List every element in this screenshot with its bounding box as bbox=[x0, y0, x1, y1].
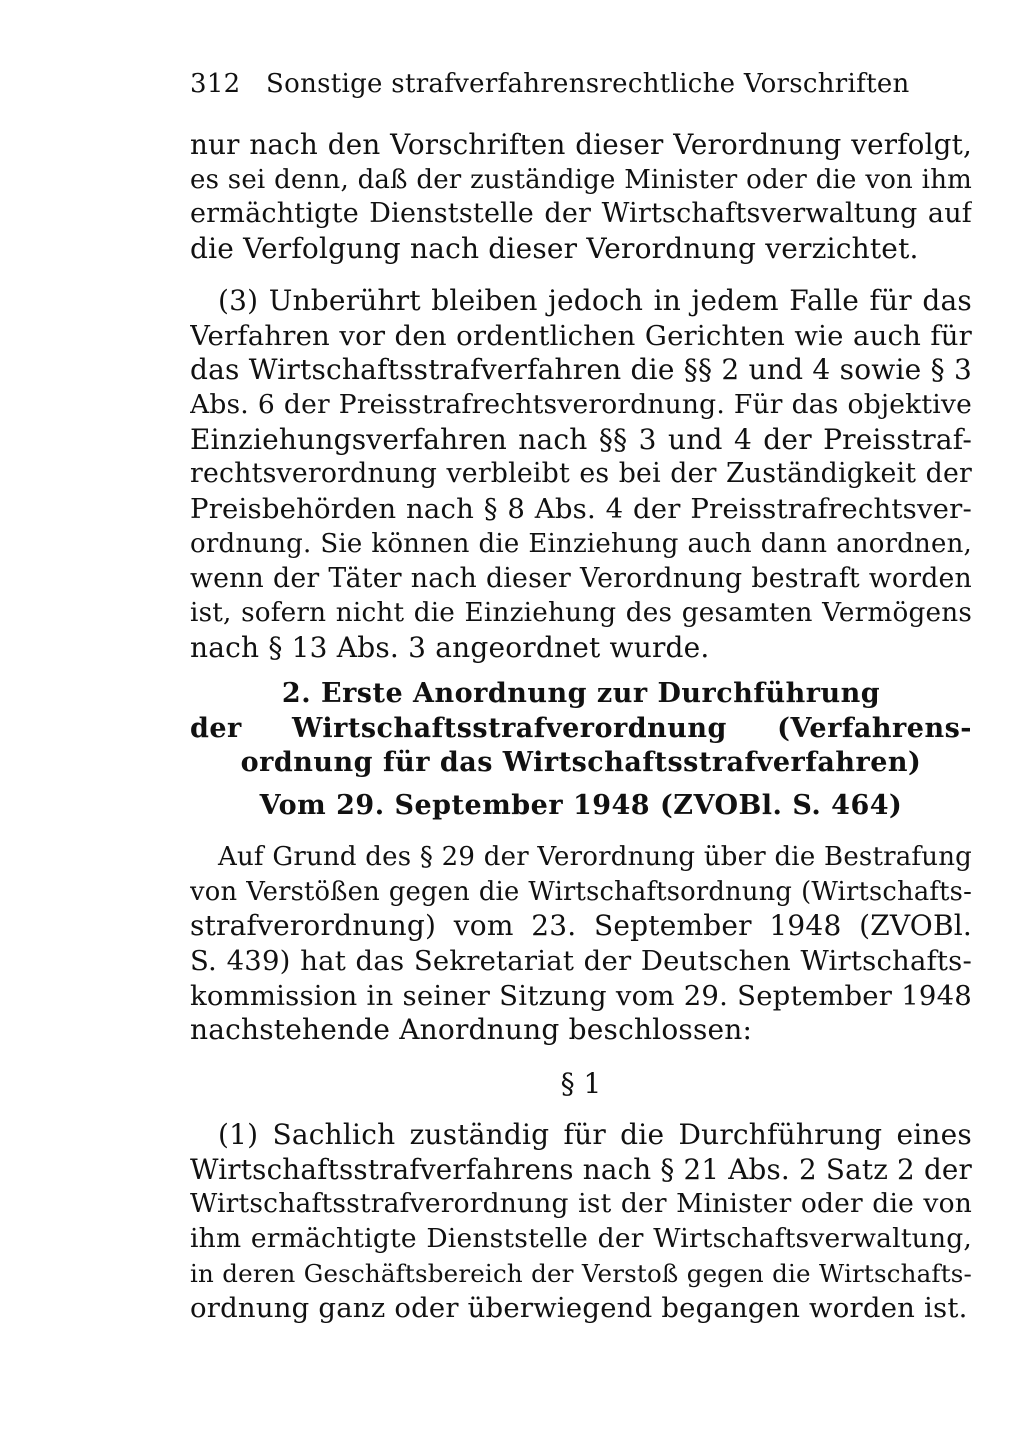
text-line: von Verstößen gegen die Wirtschaftsordnung (Wirtschafts- bbox=[190, 876, 972, 907]
continued-paragraph bbox=[190, 128, 972, 267]
page-number: 312 bbox=[190, 69, 241, 99]
text-line: ordnung ganz oder überwiegend begangen worden ist. bbox=[190, 1292, 968, 1325]
text-line: die Verfolgung nach dieser Verordnung verzichtet. bbox=[190, 232, 919, 266]
text-line: ordnung. Sie können die Einziehung auch dann anordnen, bbox=[190, 528, 972, 559]
running-head bbox=[190, 64, 972, 104]
text-line: ist, sofern nicht die Einziehung des gesamten Vermögens bbox=[190, 598, 972, 629]
running-title: Sonstige strafverfahrensrechtliche Vorschriften bbox=[266, 69, 910, 99]
preamble bbox=[190, 840, 972, 1048]
text-line: ermächtigte Dienststelle der Wirtschaftsverwaltung auf bbox=[190, 198, 972, 230]
heading-line: der Wirtschaftsstrafverordnung (Verfahrens- bbox=[190, 712, 972, 744]
heading-line: 2. Erste Anordnung zur Durchführung bbox=[281, 678, 881, 709]
section-1-paragraph-1 bbox=[190, 1118, 972, 1326]
text-line: kommission in seiner Sitzung vom 29. September 1948 bbox=[190, 979, 972, 1012]
text-line: S. 439) hat das Sekretariat der Deutschen Wirtschafts- bbox=[190, 945, 972, 978]
text-line: Auf Grund des § 29 der Verordnung über die Bestrafung bbox=[218, 842, 972, 872]
text-line: Wirtschaftsstrafverordnung ist der Minister oder die von bbox=[190, 1188, 972, 1220]
text-line: nachstehende Anordnung beschlossen: bbox=[190, 1013, 753, 1047]
section-heading bbox=[190, 677, 972, 781]
text-line: ihm ermächtigte Dienststelle der Wirtschaftsverwaltung, bbox=[190, 1223, 972, 1255]
heading-line: ordnung für das Wirtschaftsstrafverfahren) bbox=[240, 747, 922, 778]
text-line: rechtsverordnung verbleibt es bei der Zuständigkeit der bbox=[190, 458, 972, 490]
text-line: Preisbehörden nach § 8 Abs. 4 der Preisstrafrechtsver- bbox=[190, 493, 972, 526]
text-line: (1) Sachlich zuständig für die Durchführung eines bbox=[218, 1118, 972, 1151]
section-mark: § 1 bbox=[560, 1067, 602, 1100]
text-line: strafverordnung) vom 23. September 1948 (ZVOBl. bbox=[190, 909, 972, 943]
text-line: wenn der Täter nach dieser Verordnung bestraft worden bbox=[190, 562, 972, 594]
text-line: Wirtschaftsstrafverfahrens nach § 21 Abs. 2 Satz 2 der bbox=[190, 1152, 972, 1186]
text-line: in deren Geschäftsbereich der Verstoß gegen die Wirtschafts- bbox=[190, 1258, 972, 1288]
text-line: Verfahren vor den ordentlichen Gerichten wie auch für bbox=[190, 319, 972, 352]
text-line: das Wirtschaftsstrafverfahren die §§ 2 und 4 sowie § 3 bbox=[190, 353, 972, 387]
text-line: Abs. 6 der Preisstrafrechtsverordnung. Für das objektive bbox=[190, 389, 972, 421]
text-line: Einziehungsverfahren nach §§ 3 und 4 der Preisstraf- bbox=[190, 422, 972, 456]
paragraph-3 bbox=[190, 284, 972, 666]
text-line: (3) Unberührt bleiben jedoch in jedem Falle für das bbox=[218, 284, 972, 317]
text-line: es sei denn, daß der zuständige Minister oder die von ihm bbox=[190, 164, 972, 195]
heading-dateline: Vom 29. September 1948 (ZVOBl. S. 464) bbox=[259, 790, 903, 821]
text-line: nach § 13 Abs. 3 angeordnet wurde. bbox=[190, 630, 710, 664]
text-line: nur nach den Vorschriften dieser Verordnung verfolgt, bbox=[190, 128, 972, 161]
